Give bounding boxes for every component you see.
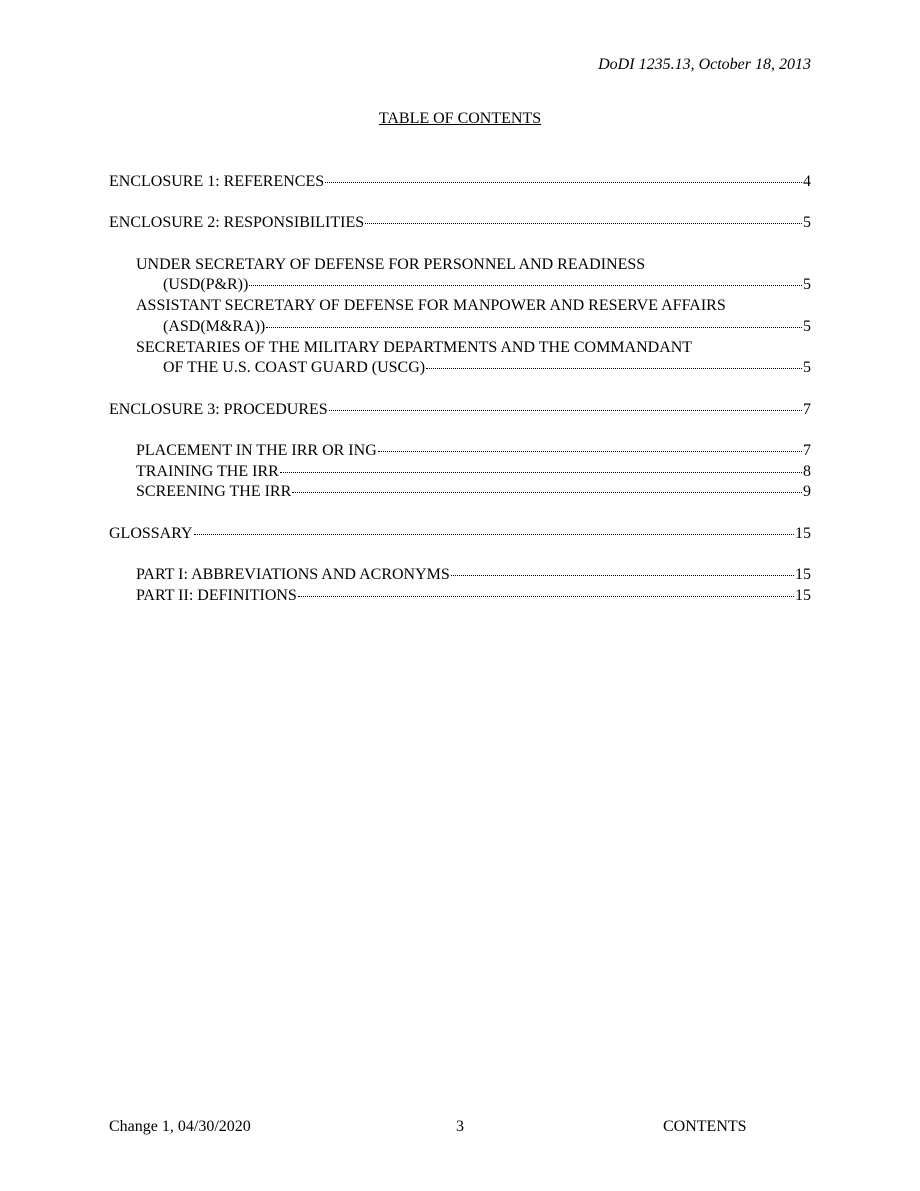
dot-leader — [266, 326, 802, 328]
toc-entry-label-line2: OF THE U.S. COAST GUARD (USCG) — [163, 359, 426, 377]
table-of-contents — [109, 172, 811, 606]
toc-entry-label: PART II: DEFINITIONS — [136, 586, 297, 604]
footer-page-number: 3 — [456, 1118, 464, 1135]
toc-entry-page: 15 — [795, 566, 811, 584]
toc-entry-page: 5 — [803, 276, 811, 294]
toc-entry-page: 5 — [803, 359, 811, 377]
document-reference: DoDI 1235.13, October 18, 2013 — [598, 56, 811, 73]
toc-entry-placement[interactable] — [109, 441, 811, 462]
toc-entry-enclosure-1[interactable] — [109, 172, 811, 193]
toc-entry-label-line1: ASSISTANT SECRETARY OF DEFENSE FOR MANPOWER AND RESERVE AFFAIRS — [136, 297, 726, 315]
dot-leader — [378, 450, 802, 452]
toc-entry-label-line1: SECRETARIES OF THE MILITARY DEPARTMENTS AND THE COMMANDANT — [136, 338, 693, 356]
toc-entry-enclosure-2[interactable] — [109, 213, 811, 234]
page-footer — [109, 1117, 811, 1137]
toc-entry-enclosure-3[interactable] — [109, 400, 811, 421]
toc-entry-label: GLOSSARY — [109, 524, 193, 542]
toc-entry-label: ENCLOSURE 2: RESPONSIBILITIES — [109, 214, 365, 232]
toc-entry-training[interactable] — [109, 462, 811, 483]
toc-entry-secretaries[interactable] — [109, 338, 811, 379]
dot-leader — [194, 533, 794, 535]
footer-section-label: CONTENTS — [663, 1118, 747, 1135]
toc-entry-label: ENCLOSURE 3: PROCEDURES — [109, 400, 328, 418]
toc-entry-part-2[interactable] — [109, 586, 811, 607]
dot-leader — [329, 409, 802, 411]
toc-entry-part-1[interactable] — [109, 565, 811, 586]
toc-entry-label-line1: UNDER SECRETARY OF DEFENSE FOR PERSONNEL AND READINESS — [136, 255, 646, 273]
toc-entry-page: 15 — [795, 524, 811, 542]
toc-entry-page: 7 — [803, 441, 811, 459]
toc-entry-page: 5 — [803, 214, 811, 232]
toc-entry-screening[interactable] — [109, 482, 811, 503]
toc-entry-asd[interactable] — [109, 296, 811, 337]
toc-entry-label: SCREENING THE IRR — [136, 483, 292, 501]
dot-leader — [365, 222, 802, 224]
toc-entry-page: 4 — [803, 173, 811, 190]
toc-entry-page: 7 — [803, 400, 811, 418]
dot-leader — [249, 284, 802, 286]
toc-entry-label: ENCLOSURE 1: REFERENCES — [109, 173, 325, 190]
toc-entry-glossary[interactable] — [109, 524, 811, 545]
dot-leader — [280, 471, 802, 473]
toc-entry-usd[interactable] — [109, 255, 811, 296]
dot-leader — [426, 367, 802, 369]
toc-entry-page: 8 — [803, 462, 811, 480]
toc-entry-label-line2: (ASD(M&RA)) — [163, 317, 266, 335]
toc-entry-page: 15 — [795, 586, 811, 604]
toc-entry-label: TRAINING THE IRR — [136, 462, 279, 480]
toc-entry-page: 9 — [803, 483, 811, 501]
dot-leader — [292, 491, 802, 493]
footer-change-note: Change 1, 04/30/2020 — [109, 1118, 251, 1135]
dot-leader — [451, 574, 794, 576]
dot-leader — [298, 595, 794, 597]
toc-entry-label-line2: (USD(P&R)) — [163, 276, 249, 294]
page-title: TABLE OF CONTENTS — [378, 110, 542, 127]
dot-leader — [325, 181, 802, 183]
toc-entry-label: PLACEMENT IN THE IRR OR ING — [136, 441, 377, 459]
toc-entry-label: PART I: ABBREVIATIONS AND ACRONYMS — [136, 566, 450, 584]
toc-entry-page: 5 — [803, 317, 811, 335]
